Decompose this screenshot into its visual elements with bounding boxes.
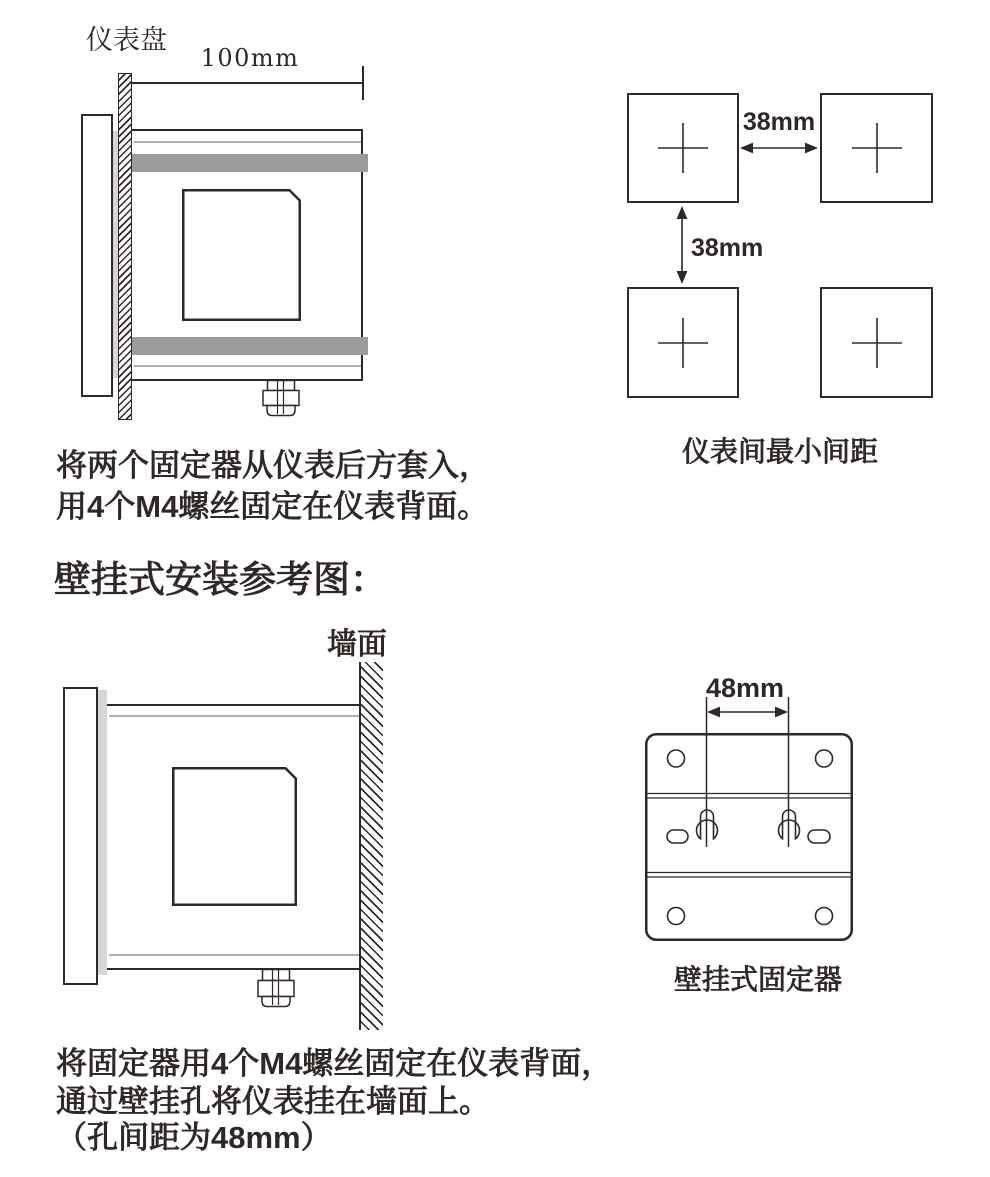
panel-label: 仪表盘 [86,25,167,55]
fixer-bracket-top [132,154,368,172]
wall-mount-heading: 壁挂式安装参考图： [54,559,387,600]
bezel-gasket [113,131,118,378]
horizontal-dimension-arrow [739,140,819,156]
panel-cutout-square [820,287,933,398]
side-slot [667,830,688,843]
crosshair-icon [658,318,708,368]
instrument-front-bezel [63,687,98,985]
panel-instruction-line: 用4个M4螺丝固定在仪表背面。 [56,489,489,524]
fixer-bracket-bottom [132,337,368,355]
crosshair-icon [852,318,902,368]
side-slot [808,830,830,843]
vertical-spacing-label: 38mm [691,234,764,262]
width-dimension-label: 100mm [200,44,300,72]
wall-instruction-line: 将固定器用4个M4螺丝固定在仪表背面， [56,1046,613,1081]
wall-instruction-line: 通过壁挂孔将仪表挂在墙面上。 [56,1084,490,1119]
instrument-front-bezel [81,114,113,397]
horizontal-spacing-label: 38mm [742,108,816,136]
cable-gland [262,379,300,419]
panel-cutout-square [627,287,739,398]
body-seam-bottom [134,365,361,367]
wall-hatch [361,662,383,1030]
bracket-caption: 壁挂式固定器 [673,964,842,995]
inner-module-outline [172,767,297,906]
inner-module-outline [182,189,301,321]
bracket-dimension-arrow [695,697,800,849]
bracket-hole-dimension-label: 48mm [705,673,785,703]
wall-label: 墙面 [327,628,387,661]
dimension-line [132,82,363,84]
bezel-gasket [98,690,107,975]
vertical-dimension-arrow [674,205,690,285]
spacing-caption: 仪表间最小间距 [681,436,878,467]
panel-cutout-square [820,93,933,203]
wall-instruction-line: （孔间距为48mm） [56,1120,332,1155]
crosshair-icon [658,123,708,173]
crosshair-icon [852,123,902,173]
panel-cutaway-hatch [118,73,132,420]
panel-cutout-square [627,93,739,203]
body-seam-top [134,141,361,143]
dimension-end-tick [362,66,364,100]
body-seam-bottom [109,954,359,956]
panel-instruction-line: 将两个固定器从仪表后方套入， [56,448,490,483]
cable-gland [257,968,295,1010]
body-seam-top [109,715,359,717]
